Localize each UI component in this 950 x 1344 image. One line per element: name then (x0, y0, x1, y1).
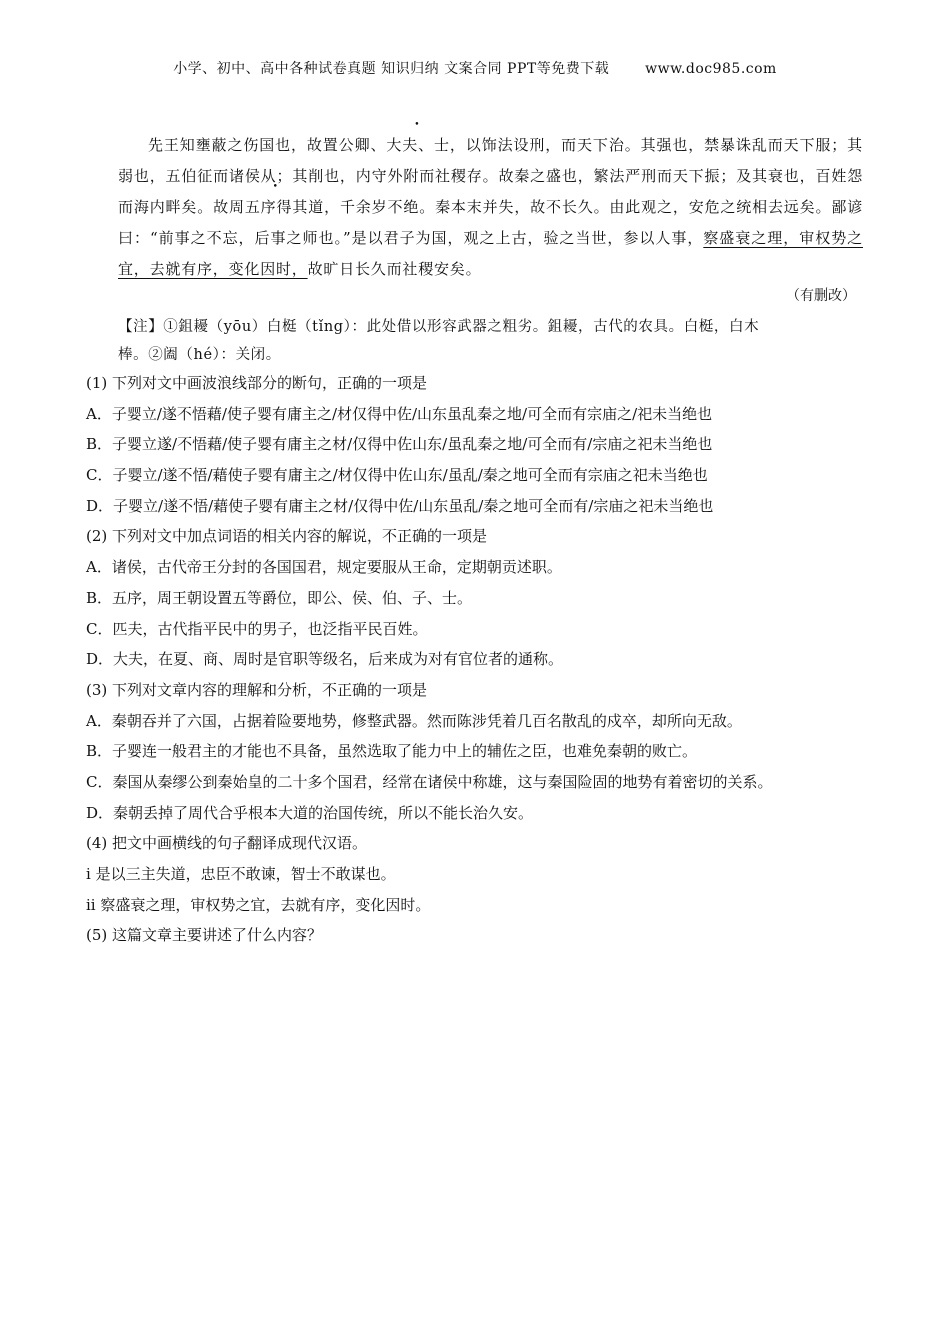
option-line: C．匹夫，古代指平民中的男子，也泛指平民百姓。 (86, 619, 428, 638)
question-line: (3) 下列对文章内容的理解和分析，不正确的一项是 (86, 680, 428, 699)
annotation-note (118, 313, 863, 369)
note-line: 【注】①鉏耰（yōu）白梃（tǐng）：此处借以形容武器之粗劣。鉏耰，古代的农具。白梃，白木 (118, 319, 760, 335)
option-line: D．秦朝丢掉了周代合乎根本大道的治国传统，所以不能长治久安。 (86, 803, 534, 822)
option-line: B．子婴连一般君主的才能也不具备，虽然选取了能力中上的辅佐之臣，也难免秦朝的败亡。 (86, 742, 698, 761)
sub-item-line: i 是以三主失道，忠臣不敢谏，智士不敢谋也。 (86, 865, 396, 883)
passage-text: 先王知壅蔽之伤国也，故置公卿、 (148, 136, 387, 154)
option-line: D．大夫，在夏、商、周时是官职等级名，后来成为对有官位者的通称。 (86, 650, 564, 669)
option-line: C．子婴立/遂不悟/藉使子婴有庸主之/材仅得中佐山东/虽乱/秦之地可全而有宗庙之祀未当绝也 (86, 466, 708, 485)
passage (118, 130, 863, 285)
underlined-sentence: 察盛衰之理，审权势之宜，去就有序，变化因时， (118, 229, 863, 278)
passage-text: 、士，以饰法设刑，而天下治。其强也，禁暴诛乱而天下服；其弱也，五伯征而诸侯从；其削也，内守外附而社稷存。故秦之盛也，繁法严刑而天下振；及其衰也，百姓怨而海内畔矣。故周 (118, 136, 863, 216)
question-list (86, 368, 876, 951)
passage-paragraph (118, 130, 863, 285)
option-line: D．子婴立/遂不悟/藉使子婴有庸主之材/仅得中佐/山东虽乱/秦之地可全而有/宗庙之祀未当绝也 (86, 496, 714, 515)
page-header (0, 58, 950, 78)
option-line: C．秦国从秦缪公到秦始皇的二十多个国君，经常在诸侯中称雄，这与秦国险固的地势有着密切的关系。 (86, 772, 773, 791)
option-line: B．五序，周王朝设置五等爵位，即公、侯、伯、子、士。 (86, 588, 473, 607)
header-site-link[interactable]: www.doc985.com (645, 61, 777, 77)
option-line: B．子婴立遂/不悟藉/使子婴有庸主之材/仅得中佐山东/虽乱秦之地/可全而有/宗庙之祀未当绝也 (86, 435, 713, 454)
question-line: (2) 下列对文中加点词语的相关内容的解说，不正确的一项是 (86, 527, 488, 546)
note-line: 棒。②阖（hé）：关闭。 (118, 347, 281, 363)
option-line: A．诸侯，古代帝王分封的各国国君，规定要服从王命，定期朝贡述职。 (86, 558, 562, 577)
sub-item-line: ii 察盛衰之理，审权势之宜，去就有序，变化因时。 (86, 895, 431, 914)
option-line: A．子婴立/遂不悟藉/使子婴有庸主之/材仅得中佐/山东虽乱秦之地/可全而有宗庙之/祀未当绝也 (86, 404, 713, 423)
passage-text: 故旷日长久而社稷安矣。 (307, 260, 482, 278)
question-line: (5) 这篇文章主要讲述了什么内容？ (86, 926, 323, 945)
passage-text: 得其道，千余岁不绝。秦本末并失，故不长久。由此观之，安危之统相去远矣。鄙谚曰：“前事之不忘，后事之师也。”是以君子为国，观之上古，验之当世，参以人事， (118, 198, 864, 247)
question-line: (1) 下列对文中画波浪线部分的断句，正确的一项是 (86, 374, 428, 392)
dotted-word-dafu: 大夫 (386, 136, 419, 154)
dotted-word-wuxu: 五序 (244, 198, 277, 216)
source-note: （有删改） (786, 288, 856, 304)
question-line: (4) 把文中画横线的句子翻译成现代汉语。 (86, 834, 368, 853)
option-line: A．秦朝吞并了六国，占据着险要地势，修整武器。然而陈涉凭着几百名散乱的戍卒，却所向无敌。 (86, 711, 742, 730)
header-text: 小学、初中、高中各种试卷真题 知识归纳 文案合同 PPT等免费下载 (173, 61, 610, 77)
